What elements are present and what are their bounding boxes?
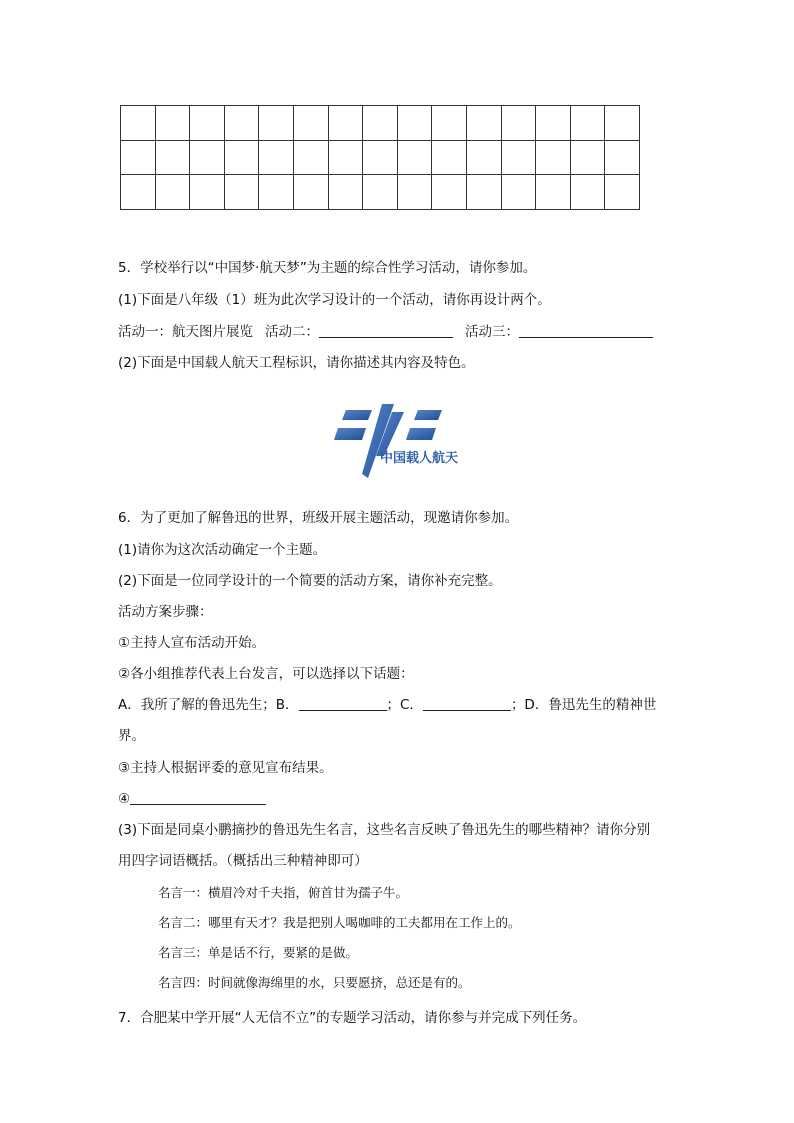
grid-cell[interactable] bbox=[259, 106, 294, 141]
grid-row bbox=[121, 175, 640, 210]
q6-step1: ①主持人宣布活动开始。 bbox=[118, 635, 266, 651]
activity2-label: 活动二： bbox=[265, 324, 319, 340]
grid-cell[interactable] bbox=[605, 175, 640, 210]
grid-cell[interactable] bbox=[293, 175, 328, 210]
grid-cell[interactable] bbox=[397, 140, 432, 175]
grid-cell[interactable] bbox=[466, 140, 501, 175]
grid-cell[interactable] bbox=[397, 106, 432, 141]
q5-sub1: (1)下面是八年级（1）班为此次学习设计的一个活动，请你再设计两个。 bbox=[118, 292, 551, 308]
q7-title: 7．合肥某中学开展“人无信不立”的专题学习活动，请你参与并完成下列任务。 bbox=[118, 1010, 587, 1026]
grid-cell[interactable] bbox=[501, 175, 536, 210]
grid-cell[interactable] bbox=[605, 106, 640, 141]
grid-cell[interactable] bbox=[259, 140, 294, 175]
topic-a: A．我所了解的鲁迅先生；B． bbox=[118, 697, 299, 713]
grid-cell[interactable] bbox=[363, 140, 398, 175]
grid-cell[interactable] bbox=[466, 106, 501, 141]
q6-sub2: (2)下面是一位同学设计的一个简要的活动方案，请你补充完整。 bbox=[118, 573, 502, 589]
grid-cell[interactable] bbox=[432, 106, 467, 141]
grid-cell[interactable] bbox=[224, 175, 259, 210]
grid-cell[interactable] bbox=[155, 106, 190, 141]
q6-topics bbox=[118, 695, 656, 715]
grid-cell[interactable] bbox=[121, 140, 156, 175]
q5-sub2: (2)下面是中国载人航天工程标识，请你描述其内容及特色。 bbox=[118, 355, 475, 371]
grid-row bbox=[121, 106, 640, 141]
quote-1: 名言一：横眉冷对千夫指，俯首甘为孺子牛。 bbox=[158, 885, 409, 900]
step4-marker: ④ bbox=[118, 791, 131, 807]
activity1-label: 活动一：航天图片展览 bbox=[118, 324, 253, 340]
grid-cell[interactable] bbox=[190, 175, 225, 210]
grid-cell[interactable] bbox=[432, 175, 467, 210]
q5-title: 5．学校举行以“中国梦·航天梦”为主题的综合性学习活动，请你参加。 bbox=[118, 260, 537, 276]
grid-cell[interactable] bbox=[224, 106, 259, 141]
activity2-blank[interactable] bbox=[319, 323, 453, 338]
grid-row bbox=[121, 140, 640, 175]
quote-4: 名言四：时间就像海绵里的水，只要愿挤，总还是有的。 bbox=[158, 975, 471, 990]
q6-title: 6．为了更加了解鲁迅的世界，班级开展主题活动，现邀请你参加。 bbox=[118, 510, 519, 526]
topic-c: ；C． bbox=[386, 697, 423, 713]
grid-cell[interactable] bbox=[536, 175, 571, 210]
logo-text: 中国载人航天 bbox=[380, 451, 459, 466]
grid-cell[interactable] bbox=[190, 140, 225, 175]
topic-c-blank[interactable] bbox=[423, 696, 511, 711]
china-manned-space-logo bbox=[332, 400, 482, 482]
quote-3: 名言三：单是话不行，要紧的是做。 bbox=[158, 945, 359, 960]
q6-sub3-line1: (3)下面是同桌小鹏摘抄的鲁迅先生名言，这些名言反映了鲁迅先生的哪些精神？请你分别 bbox=[118, 822, 651, 838]
q6-topics-end: 界。 bbox=[118, 728, 145, 744]
grid-cell[interactable] bbox=[501, 140, 536, 175]
q5-activities bbox=[118, 322, 653, 342]
q6-sub1: (1)请你为这次活动确定一个主题。 bbox=[118, 542, 327, 558]
grid-cell[interactable] bbox=[155, 140, 190, 175]
grid-cell[interactable] bbox=[363, 175, 398, 210]
grid-cell[interactable] bbox=[536, 140, 571, 175]
q6-steps-heading: 活动方案步骤： bbox=[118, 604, 213, 620]
topic-b-blank[interactable] bbox=[299, 696, 387, 711]
grid-cell[interactable] bbox=[605, 140, 640, 175]
topic-d: ；D．鲁迅先生的精神世 bbox=[510, 697, 657, 713]
grid-cell[interactable] bbox=[293, 106, 328, 141]
grid-cell[interactable] bbox=[397, 175, 432, 210]
step4-blank[interactable] bbox=[130, 790, 266, 805]
grid-cell[interactable] bbox=[466, 175, 501, 210]
q6-step2: ②各小组推荐代表上台发言，可以选择以下话题： bbox=[118, 666, 414, 682]
grid-cell[interactable] bbox=[328, 140, 363, 175]
grid-cell[interactable] bbox=[190, 106, 225, 141]
grid-cell[interactable] bbox=[293, 140, 328, 175]
grid-cell[interactable] bbox=[224, 140, 259, 175]
grid-cell[interactable] bbox=[328, 175, 363, 210]
grid-cell[interactable] bbox=[363, 106, 398, 141]
q6-sub3-line2: 用四字词语概括。（概括出三种精神即可） bbox=[118, 853, 368, 869]
grid-cell[interactable] bbox=[536, 106, 571, 141]
grid-cell[interactable] bbox=[570, 175, 605, 210]
q6-step3: ③主持人根据评委的意见宣布结果。 bbox=[118, 760, 333, 776]
grid-cell[interactable] bbox=[328, 106, 363, 141]
quote-2: 名言二：哪里有天才？我是把别人喝咖啡的工夫都用在工作上的。 bbox=[158, 915, 521, 930]
grid-cell[interactable] bbox=[155, 175, 190, 210]
writing-grid bbox=[120, 105, 640, 210]
grid-cell[interactable] bbox=[259, 175, 294, 210]
grid-cell[interactable] bbox=[121, 175, 156, 210]
activity3-label: 活动三： bbox=[465, 324, 519, 340]
q6-step4 bbox=[118, 789, 266, 809]
grid-cell[interactable] bbox=[570, 140, 605, 175]
grid-cell[interactable] bbox=[570, 106, 605, 141]
grid-cell[interactable] bbox=[121, 106, 156, 141]
activity3-blank[interactable] bbox=[519, 323, 653, 338]
grid-cell[interactable] bbox=[501, 106, 536, 141]
grid-cell[interactable] bbox=[432, 140, 467, 175]
